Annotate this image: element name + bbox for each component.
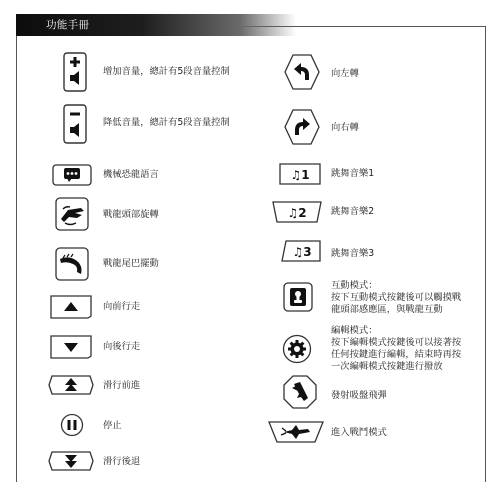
edit-mode-line2: 任何按鍵進行編輯，結束時再按 xyxy=(331,349,462,360)
music-3-icon-label: ♫3 xyxy=(292,245,312,259)
turn-right-icon[interactable] xyxy=(283,108,321,146)
edit-mode-line1: 按下編輯模式按鍵後可以接著按 xyxy=(331,337,462,348)
glide-forward-icon[interactable] xyxy=(48,374,94,396)
backward-label: 向後行走 xyxy=(103,341,141,352)
touch-interactive-icon[interactable] xyxy=(283,282,313,312)
edit-mode-text xyxy=(331,325,461,373)
music-1-label: 跳舞音樂1 xyxy=(331,168,375,179)
turn-right-label: 向右轉 xyxy=(331,122,359,133)
glide-back-label: 滑行後退 xyxy=(103,456,141,467)
dragon-tail-icon[interactable] xyxy=(55,247,89,281)
glide-back-icon[interactable] xyxy=(48,450,94,472)
music-2-icon-label: ♫2 xyxy=(287,206,307,220)
interactive-mode-title: 互動模式： xyxy=(331,280,378,291)
missile-icon[interactable] xyxy=(283,375,317,409)
turn-left-label: 向左轉 xyxy=(331,68,359,79)
arrow-down-button-icon[interactable] xyxy=(50,335,92,359)
stop-label: 停止 xyxy=(103,420,122,431)
volume-down-label: 降低音量，總計有5段音量控制 xyxy=(103,117,230,128)
music-3-label: 跳舞音樂3 xyxy=(331,248,375,259)
edit-mode-title: 編輯模式： xyxy=(331,325,378,336)
missile-label: 發射吸盤飛彈 xyxy=(331,390,387,401)
tail-swing-label: 戰龍尾巴擺動 xyxy=(103,258,159,269)
edit-mode-line3: 一次編輯模式按鍵進行撥放 xyxy=(331,361,443,372)
section-title: 功能手冊 xyxy=(46,19,90,31)
frame-right-border xyxy=(485,26,486,482)
arrow-up-button-icon[interactable] xyxy=(50,295,92,319)
jet-battle-icon[interactable] xyxy=(268,421,324,443)
speech-label: 機械恐龍語言 xyxy=(103,169,159,180)
dragon-head-icon[interactable] xyxy=(55,197,89,231)
music-1-icon[interactable] xyxy=(279,163,321,185)
battle-mode-label: 進入戰鬥模式 xyxy=(331,427,387,438)
volume-down-icon[interactable] xyxy=(63,104,87,144)
section-header xyxy=(16,14,296,36)
volume-up-icon[interactable] xyxy=(63,52,87,92)
music-2-label: 跳舞音樂2 xyxy=(331,206,375,217)
volume-up-label: 增加音量，總計有5段音量控制 xyxy=(103,66,230,77)
head-rotate-label: 戰龍頭部旋轉 xyxy=(103,209,159,220)
music-1-icon-label: ♫1 xyxy=(290,168,310,182)
pause-stop-icon[interactable] xyxy=(60,413,84,437)
glide-forward-label: 滑行前進 xyxy=(103,380,141,391)
forward-label: 向前行走 xyxy=(103,301,141,312)
frame-left-border xyxy=(16,14,17,482)
gear-edit-icon[interactable] xyxy=(282,334,312,364)
interactive-mode-text xyxy=(331,280,461,316)
turn-left-icon[interactable] xyxy=(283,53,321,91)
speech-bubble-icon[interactable] xyxy=(52,164,92,186)
music-3-icon[interactable] xyxy=(281,240,321,262)
interactive-mode-line1: 按下互動模式按鍵後可以觸摸戰 xyxy=(331,292,462,303)
music-2-icon[interactable] xyxy=(272,201,322,223)
interactive-mode-line2: 龍頭部感應區，與戰龍互動 xyxy=(331,304,443,315)
